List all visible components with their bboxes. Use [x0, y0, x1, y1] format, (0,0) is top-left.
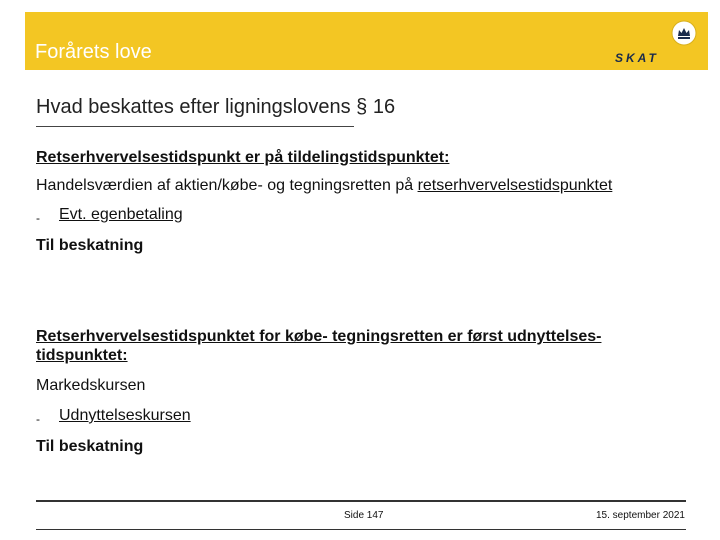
footer-divider-top: [36, 500, 686, 502]
section1-line-link: retserhvervelsestidspunktet: [417, 177, 613, 194]
section1-line: [36, 177, 612, 195]
footer-date: 15. september 2021: [596, 510, 685, 521]
slide-subtitle: Hvad beskattes efter ligningslovens § 16: [36, 96, 396, 118]
section1-line-prefix: Handelsværdien af aktien/købe- og tegningsretten på: [36, 177, 418, 194]
section1-bullet: Evt. egenbetaling: [59, 206, 183, 223]
section2-heading-line2: tidspunktet:: [36, 347, 128, 364]
section1-conclusion: Til beskatning: [36, 237, 144, 254]
skat-logo: SKAT: [615, 51, 659, 65]
section2-conclusion: Til beskatning: [36, 438, 144, 455]
footer-divider-bottom: [36, 529, 686, 530]
subtitle-divider: [36, 126, 354, 127]
section1-bullet-dash: -: [36, 211, 40, 225]
header-banner: [25, 12, 708, 70]
page-number: Side 147: [344, 510, 384, 521]
banner-title: Forårets love: [35, 41, 152, 63]
section2-heading-line1: Retserhvervelsestidspunktet for købe- tegningsretten er først udnyttelses-: [36, 328, 602, 345]
section2-bullet-dash: -: [36, 412, 40, 426]
section2-bullet: Udnyttelseskursen: [59, 407, 191, 424]
section2-line: Markedskursen: [36, 377, 146, 394]
section1-heading: Retserhvervelsestidspunkt er på tildelingstidspunktet:: [36, 149, 450, 166]
crown-emblem-icon: [671, 20, 697, 46]
